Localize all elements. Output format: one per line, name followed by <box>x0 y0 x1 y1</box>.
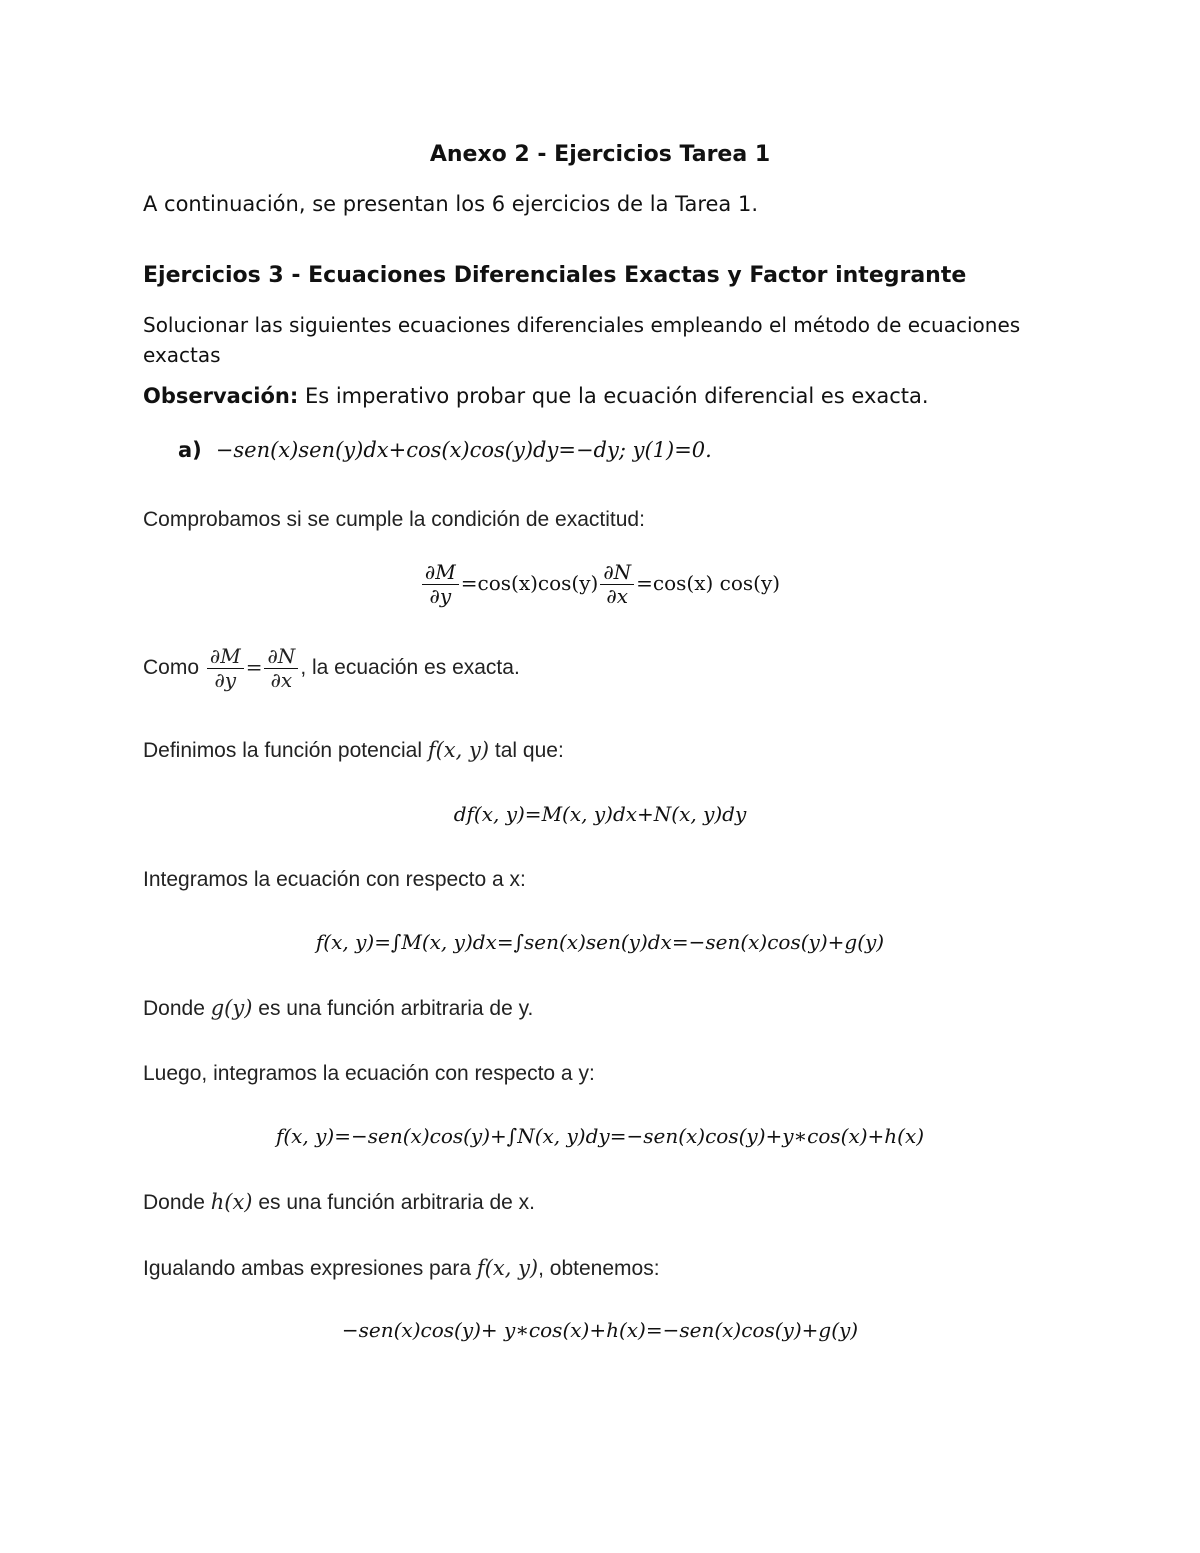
observation-text: Es imperativo probar que la ecuación diferencial es exacta. <box>298 384 929 408</box>
donde-h-text: Donde h(x) es una función arbitraria de x. <box>143 1190 536 1214</box>
observation-label: Observación: <box>143 384 299 408</box>
dN-dx-fraction: $\frac{\partial N}{\partial x}$ <box>600 562 634 607</box>
donde-g-text: Donde g(y) es una función arbitraria de y. <box>143 996 534 1020</box>
equalize-text: Igualando ambas expresiones para f(x, y), obtenemos: <box>143 1256 660 1280</box>
fy-integral-equation: f(x, y)=−sen(x)cos(y)+∫N(x, y)dy=−sen(x)cos(y)+y∗cos(x)+h(x) <box>275 1124 925 1148</box>
dM-dy-fraction: $\frac{\partial M}{\partial y}$ <box>422 562 459 607</box>
final-equation: −sen(x)cos(y)+ y∗cos(x)+h(x)=−sen(x)cos(y)+g(y) <box>341 1318 859 1342</box>
integrate-y-text: Luego, integramos la ecuación con respecto a y: <box>143 1062 595 1085</box>
fx-integral-equation: f(x, y)=∫M(x, y)dx=∫sen(x)sen(y)dx=−sen(x)cos(y)+g(y) <box>315 930 885 954</box>
como-dM-dy-fraction: $\frac{\partial M}{\partial y}$ <box>207 646 244 691</box>
define-potential-text: Definimos la función potencial f(x, y) tal que: <box>143 738 564 762</box>
partial-derivatives-equation <box>0 562 1200 607</box>
integrate-x-text: Integramos la ecuación con respecto a x: <box>143 868 526 891</box>
dM-dy-value: =cos(x)cos(y) <box>460 571 599 595</box>
dN-dx-value: =cos(x) cos(y) <box>636 571 781 595</box>
df-equation: df(x, y)=M(x, y)dx+N(x, y)dy <box>453 802 747 826</box>
check-exactness-text: Comprobamos si se cumple la condición de exactitud: <box>143 508 645 531</box>
observation <box>143 384 929 408</box>
exercise-a-label: a) <box>178 438 202 462</box>
instruction-text: Solucionar las siguientes ecuaciones diferenciales empleando el método de ecuaciones exactas <box>143 313 1021 367</box>
section-title: Ejercicios 3 - Ecuaciones Diferenciales Exactas y Factor integrante <box>143 263 967 288</box>
como-dN-dx-fraction: $\frac{\partial N}{\partial x}$ <box>264 646 298 691</box>
document-title: Anexo 2 - Ejercicios Tarea 1 <box>429 142 771 167</box>
intro-text: A continuación, se presentan los 6 ejercicios de la Tarea 1. <box>143 192 759 216</box>
exercise-a-equation: −sen(x)sen(y)dx+cos(x)cos(y)dy=−dy; y(1)=0. <box>215 438 712 462</box>
exercise-a <box>178 438 712 462</box>
exactness-conclusion: Como $\frac{\partial M}{\partial y}$ = $\frac{\partial N}{\partial x}$ , la ecuación es exacta. <box>143 644 520 692</box>
